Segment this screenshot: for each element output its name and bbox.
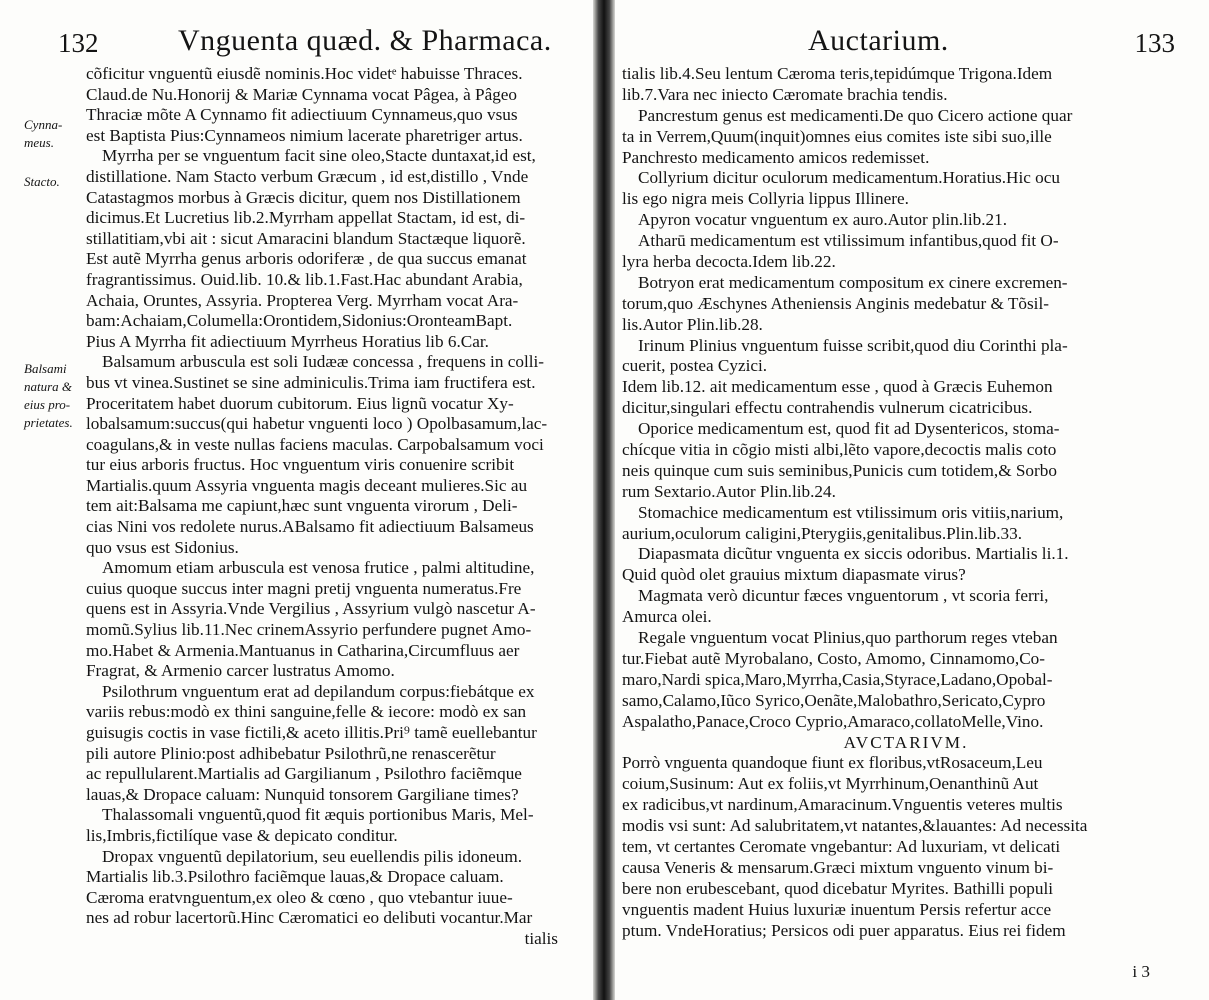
text-line: Apyron vocatur vnguentum ex auro.Autor plin.lib.21. (638, 210, 1007, 230)
text-line: Amomum etiam arbuscula est venosa frutice , palmi altitudine, (102, 558, 535, 578)
text-line: Fragrat, & Armenio carcer lustratus Amomo. (86, 661, 395, 681)
margin-note-cynnameus: Cynna- meus. (24, 117, 63, 150)
right-running-title: Auctarium. (808, 24, 949, 57)
text-line: stillatitiam,vbi ait : sicut Amaracini blandum Stactæque liquorẽ. (86, 228, 526, 248)
text-line: Diapasmata dicũtur vnguenta ex siccis odoribus. Martialis li.1. (638, 544, 1069, 564)
text-line: aurium,oculorum caligini,Pterygiis,genitalibus.Plin.lib.33. (622, 523, 1023, 543)
text-line: fragrantissimus. Ouid.lib. 10.& lib.1.Fast.Hac abundant Arabia, (86, 269, 523, 289)
text-line: tialis lib.4.Seu lentum Cæroma teris,tepidúmque Trigona.Idem (622, 64, 1053, 83)
text-line: Pancrestum genus est medicamenti.De quo Cicero actione quar (638, 105, 1073, 125)
text-line: modis vsi sunt: Ad salubritatem,vt natantes,&lauantes: Ad necessita (622, 816, 1088, 836)
text-line: ex radicibus,vt nardinum,Amaracinum.Vnguentis veteres multis (622, 795, 1063, 815)
text-line: Dropax vnguentũ depilatorium, seu euellendis pilis idoneum. (102, 846, 523, 866)
text-line: Irinum Plinius vnguentum fuisse scribit,quod diu Corinthi pla- (638, 335, 1068, 355)
text-line: cuius quoque succus inter magni pretij vnguenta numeratus.Fre (86, 578, 522, 598)
right-page (622, 0, 1197, 1000)
signature-mark: i 3 (1132, 962, 1150, 982)
text-line: Atharū medicamentum est vtilissimum infantibus,quod fit O- (638, 231, 1059, 251)
text-line: Cæroma eratvnguentum,ex oleo & cœno , quo vtebantur iuue- (86, 887, 513, 907)
text-line: torum,quo Æschynes Atheniensis Anginis medebatur & Tõsil- (622, 293, 1049, 313)
text-line: chícque vitia in cõgio misti albi,lẽto vapore,decoctis malis coto (622, 440, 1057, 460)
text-line: Est autẽ Myrrha genus arboris odoriferæ , de qua succus emanat (86, 249, 527, 269)
margin-note-stacto: Stacto. (24, 174, 60, 189)
text-line: vnguentis madent Huius luxuriæ inuentum Persis refertur acce (622, 899, 1052, 919)
margin-note-balsami: Balsami natura & eius pro- prietates. (24, 361, 73, 430)
text-line: guisugis coctis in vase fictili,& aceto illitis.Pri⁹ tamẽ euellebantur (86, 723, 537, 742)
left-page-number: 132 (58, 28, 99, 58)
text-line: mo.Habet & Armenia.Mantuanus in Catharina,Circumfluus aer (86, 640, 520, 660)
text-line: cuerit, postea Cyzici. (622, 356, 768, 376)
text-line: Quid quòd olet grauius mixtum diapasmate virus? (622, 565, 966, 585)
text-line: tur eius arboris fructus. Hoc vnguentum viris conuenire scribit (86, 455, 515, 475)
text-line: Magmata verò dicuntur fæces vnguentorum , vt scoria ferri, (638, 586, 1049, 606)
text-line: est Baptista Pius:Cynnameos nimium lacerate pharetriger artus. (86, 125, 523, 145)
text-line: tur.Fiebat autẽ Myrobalano, Costo, Amomo, Cinnamomo,Co- (622, 648, 1045, 668)
text-line: Amurca olei. (622, 607, 712, 627)
text-line: Botryon erat medicamentum compositum ex cinere excremen- (638, 272, 1068, 292)
left-page (18, 0, 593, 1000)
catchword: tialis (524, 928, 558, 948)
left-page-text (86, 64, 598, 950)
left-running-title: Vnguenta quæd. & Pharmaca. (178, 24, 552, 57)
text-line (622, 941, 1190, 962)
text-line: quens est in Assyria.Vnde Vergilius , Assyrium vulgò nascetur A- (86, 599, 536, 619)
text-line: ac repullularent.Martialis ad Gargilianum , Psilothro faciẽmque (86, 764, 522, 784)
text-line: Collyrium dicitur oculorum medicamentum.Horatius.Hic ocu (638, 168, 1060, 188)
text-line: dicitur,singulari effectu contrahendis vulnerum cicatricibus. (622, 398, 1033, 418)
text-line: samo,Calamo,Iũco Syrico,Oenãte,Malobathro,Sericato,Cypro (622, 690, 1046, 710)
text-line: neis quinque cum suis seminibus,Punicis cum totidem,& Sorbo (622, 460, 1057, 480)
text-line: Pius A Myrrha fit adiectiuum Myrrheus Horatius lib 6.Car. (86, 331, 489, 351)
text-line: pili autore Plinio:post adhibebatur Psilothrũ,ne renascerẽtur (86, 743, 496, 763)
text-line: nes ad robur lacertorũ.Hinc Cæromatici eo delibuti vocantur.Mar (86, 908, 533, 928)
right-page-number: 133 (1134, 28, 1175, 58)
text-line: Regale vnguentum vocat Plinius,quo parthorum reges vteban (638, 628, 1058, 648)
book-gutter (593, 0, 615, 1000)
text-line: ptum. VndeHoratius; Persicos odi puer apparatus. Eius rei fidem (622, 920, 1066, 940)
text-line: cias Nini vos redolete nurus.ABalsamo fit adiectiuum Balsameus (86, 517, 534, 537)
left-running-head (18, 22, 593, 62)
text-line: Balsamum arbuscula est soli Iudææ concessa , frequens in colli- (102, 352, 544, 372)
text-line: coagulans,& in veste nullas faciens maculas. Carpobalsamum voci (86, 434, 544, 454)
text-line: Achaia, Oruntes, Assyria. Propterea Verg. Myrrham vocat Ara- (86, 290, 519, 310)
text-line: lauas,& Dropace caluam: Nunquid tonsorem Gargiliane times? (86, 784, 519, 804)
text-line: lis ego nigra meis Collyria lippus Illinere. (622, 189, 909, 209)
text-line: tem, vt certantes Ceromate vngebantur: Ad luxuriam, vt delicati (622, 836, 1061, 856)
text-line: quo vsus est Sidonius. (86, 537, 239, 557)
text-line: ta in Verrem,Quum(inquit)omnes eius comites iste sibi suo,ille (622, 126, 1052, 146)
text-line: Myrrha per se vnguentum facit sine oleo,Stacte duntaxat,id est, (102, 146, 536, 166)
text-line: Martialis lib.3.Psilothro faciẽmque lauas,& Dropace caluam. (86, 867, 504, 887)
text-line: rum Sextario.Autor Plin.lib.24. (622, 481, 836, 501)
text-line: lis.Autor Plin.lib.28. (622, 314, 763, 334)
text-line: momũ.Sylius lib.11.Nec crinemAssyrio perfundere pugnet Amo- (86, 620, 532, 640)
text-line: lyra herba decocta.Idem lib.22. (622, 252, 836, 272)
text-line: Panchresto medicamento amicos redemisset. (622, 147, 930, 167)
text-line: tem ait:Balsama me capiunt,hæc sunt vnguenta virorum , Deli- (86, 496, 518, 516)
text-line: cõficitur vnguentũ eiusdẽ nominis.Hoc videtᵉ habuisse Thraces. (86, 64, 523, 83)
text-line: causa Veneris & mensarum.Græci mixtum vnguento vinum bi- (622, 857, 1054, 877)
text-line: Stomachice medicamentum est vtilissimum oris vitiis,narium, (638, 502, 1064, 522)
text-line: Idem lib.12. ait medicamentum esse , quod à Græcis Euhemon (622, 377, 1053, 397)
text-line: Catastagmos morbus à Græcis dicitur, quem nos Distillationem (86, 187, 521, 207)
text-line: maro,Nardi spica,Maro,Myrrha,Casia,Styrace,Ladano,Opobal- (622, 669, 1053, 689)
text-line: lis,Imbris,fictilíque vase & depicato conditur. (86, 825, 398, 845)
text-line: lobalsamum:succus(qui habetur vnguenti loco ) Opolbasamum,lac- (86, 414, 548, 434)
section-heading: AVCTARIVM. (843, 732, 969, 752)
text-line: Thalassomali vnguentũ,quod fit æquis portionibus Maris, Mel- (102, 805, 534, 825)
text-line: Psilothrum vnguentum erat ad depilandum corpus:fiebátque ex (102, 681, 535, 701)
text-line: Oporice medicamentum est, quod fit ad Dysentericos, stoma- (638, 419, 1060, 439)
text-line: variis rebus:modò ex thini sanguine,felle & iecore: modò ex san (86, 702, 527, 722)
text-line: bam:Achaiam,Columella:Orontidem,Sidonius:OronteamBapt. (86, 311, 513, 331)
right-running-head (622, 22, 1197, 62)
text-line: bus vt vinea.Sustinet se sine adminiculis.Trima iam fructifera est. (86, 372, 536, 392)
text-line: Aspalatho,Panace,Croco Cyprio,Amaraco,collatoMelle,Vino. (622, 711, 1044, 731)
text-line: lib.7.Vara nec iniecto Cæromate brachia tendis. (622, 84, 948, 104)
text-line: Porrò vnguenta quandoque fiunt ex floribus,vtRosaceum,Leu (622, 753, 1043, 773)
text-line: Proceritatem habet duorum cubitorum. Eius lignũ vocatur Xy- (86, 393, 514, 413)
text-line: distillatione. Nam Stacto verbum Græcum , id est,distillo , Vnde (86, 166, 529, 186)
text-line: bere non erubescebant, quod dicebatur Myrites. Bathilli populi (622, 878, 1054, 898)
text-line: Martialis.quum Assyria vnguenta magis deceant mulieres.Sic au (86, 475, 528, 495)
text-line: Thraciæ mõte A Cynnamo fit adiectiuum Cynnameus,quo vsus (86, 105, 518, 125)
text-line: dicimus.Et Lucretius lib.2.Myrrham appellat Stactam, id est, di- (86, 208, 526, 228)
text-line: Claud.de Nu.Honorij & Mariæ Cynnama vocat Pâgea, à Pâgeo (86, 84, 518, 104)
right-page-text (622, 64, 1190, 983)
text-line: coium,Susinum: Aut ex foliis,vt Myrrhinum,Oenanthinũ Aut (622, 774, 1039, 794)
